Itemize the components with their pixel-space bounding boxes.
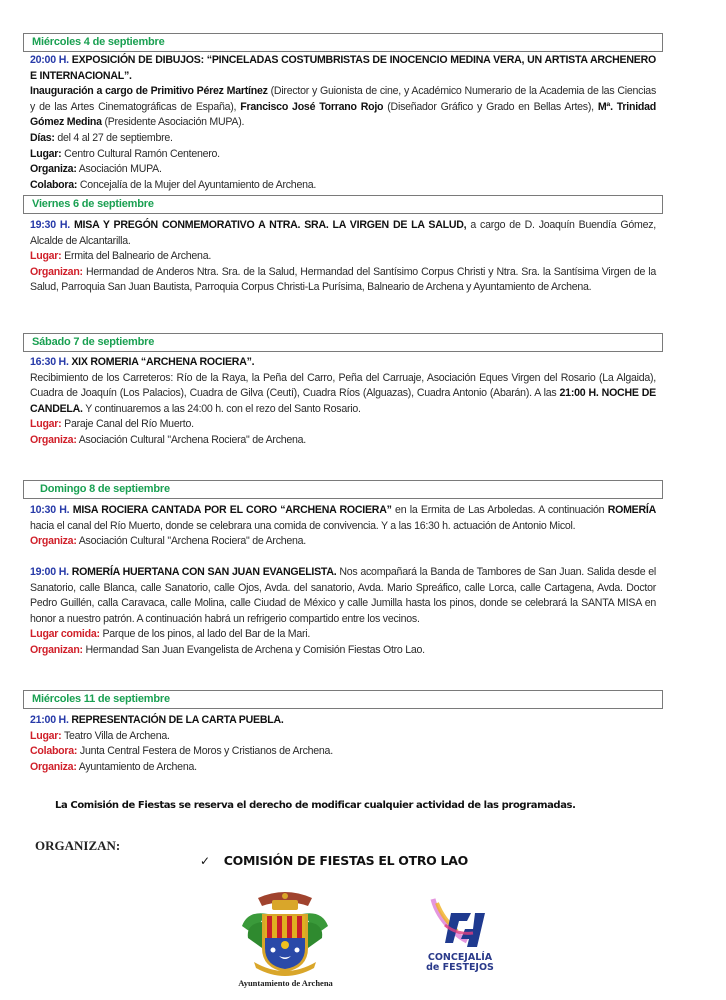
event-title: MISA Y PREGÓN CONMEMORATIVO A NTRA. SRA. LA VIRGEN DE LA SALUD,	[69, 219, 467, 231]
detail-value: Ermita del Balneario de Archena.	[61, 250, 212, 263]
organizers-heading: ORGANIZAN:	[35, 838, 121, 853]
detail-label: Lugar:	[30, 418, 62, 431]
checkmark-icon: ✓	[200, 854, 210, 868]
concejalia-text	[415, 953, 505, 973]
detail-label: Lugar:	[30, 250, 62, 263]
detail-value: del 4 al 27 de septiembre.	[54, 131, 173, 144]
detail-line	[30, 534, 656, 550]
detail-value: Asociación MUPA.	[76, 163, 162, 176]
person-name: Francisco José Torrano Rojo	[240, 100, 384, 113]
inauguration-text: (Presidente Asociación MUPA).	[101, 116, 245, 129]
detail-value: Concejalía de la Mujer del Ayuntamiento de Archena.	[77, 178, 317, 191]
detail-label: Organizan:	[30, 265, 83, 278]
detail-line	[30, 729, 656, 745]
day-header-sat-7: Sábado 7 de septiembre	[23, 333, 663, 352]
disclaimer-note: La Comisión de Fiestas se reserva el derecho de modificar cualquier actividad de las programadas.	[55, 800, 576, 811]
detail-line	[30, 760, 656, 776]
detail-label: Organizan:	[30, 643, 83, 656]
day-header-fri-6: Viernes 6 de septiembre	[23, 195, 663, 214]
event-time: 21:00 H.	[30, 714, 69, 726]
detail-line	[30, 249, 656, 265]
event-highlight: 21:00 H. NOCHE DE CANDELA.	[30, 387, 656, 415]
detail-label: Colabora:	[30, 178, 78, 191]
detail-value: Hermandad de Anderos Ntra. Sra. de la Salud, Hermandad del Santísimo Corpus Christi y Ntra. Sra. la Santísima Virgen de la Salud, Parroquia San Juan Bautista, Parroquia Corpus Christi-La Purísima, Balneario de Archena y Ayuntamiento de Archena.	[30, 265, 656, 294]
detail-line	[30, 627, 656, 643]
ayuntamiento-logo	[228, 888, 343, 993]
event-time: 19:00 H.	[30, 566, 69, 578]
inauguration-text: (Director y Guionista de cine, y Académico Numerario de la Academia de las Ciencias y de las Artes Cinematográficas de España),	[30, 85, 656, 113]
event-romeria-archena-rociera	[30, 355, 656, 449]
event-text: Y continuaremos a las 24:00 h. con el rezo del Santo Rosario.	[82, 402, 361, 415]
event-misa-rociera	[30, 503, 656, 550]
event-time: 20:00 H.	[30, 54, 69, 66]
event-misa-pregon	[30, 218, 656, 296]
concejalia-line2: de FESTEJOS	[426, 962, 494, 973]
organizer-item	[200, 853, 468, 868]
day-header-wed-4: Miércoles 4 de septiembre	[23, 33, 663, 52]
detail-line	[30, 131, 656, 147]
detail-label: Organiza:	[30, 163, 77, 176]
detail-value: Hermandad San Juan Evangelista de Archena y Comisión Fiestas Otro Lao.	[82, 643, 425, 656]
event-carta-puebla	[30, 713, 656, 775]
organizer-name: COMISIÓN DE FIESTAS EL OTRO LAO	[223, 853, 468, 868]
event-time: 19:30 H.	[30, 219, 70, 231]
detail-line	[30, 643, 656, 659]
event-time: 16:30 H.	[30, 356, 69, 368]
detail-line	[30, 162, 656, 178]
detail-label: Días:	[30, 131, 55, 144]
event-text: Nos acompañará la Banda de Tambores de San Juan. Salida desde el Sanatorio, calle Blanca, calle Sanatorio, calle Ojos, Avda. del sanatorio, Avda. Mario Spreáfico, calle Lorca, calle Cartagena, Avda. Doctor Pedro Guillén, calla Caravaca, calle Molina, calle Ciudad de México y calle Jumilla hasta los pinos, donde se celebrará la SANTA MISA en honor a nuestro patrón. A continuación habrá un refrigerio compartido entre los vecinos.	[30, 566, 656, 625]
day-header-sun-8: Domingo 8 de septiembre	[23, 480, 663, 499]
detail-line	[30, 178, 656, 194]
event-exposicion-dibujos	[30, 53, 656, 193]
detail-label: Organiza:	[30, 760, 77, 773]
ayuntamiento-caption: Ayuntamiento de Archena	[238, 978, 333, 988]
detail-line	[30, 744, 656, 760]
event-romeria-huertana	[30, 565, 656, 659]
concejalia-line1: CONCEJALÍA	[427, 952, 493, 963]
day-header-wed-11: Miércoles 11 de septiembre	[23, 690, 663, 709]
detail-label: Organiza:	[30, 433, 77, 446]
event-text: Recibimiento de los Carreteros: Río de la Raya, la Peña del Carro, Peña del Carruaje, Asociación Eques Virgen del Rosario (La Algaida), Cuadra de Joaquín (Los Palacios), Cuadra de Gilva (Ceutí), Cuadra Ríos (Alguazas), Cuadra Antonio (Abarán). A las	[30, 371, 656, 400]
detail-label: Lugar comida:	[30, 628, 100, 641]
detail-label: Colabora:	[30, 745, 78, 758]
detail-value: Junta Central Festera de Moros y Cristianos de Archena.	[77, 745, 333, 758]
festejos-emblem-icon	[415, 895, 505, 953]
event-text: en la Ermita de Las Arboledas. A continuación	[391, 504, 608, 516]
inauguration-text: (Diseñador Gráfico y Grado en Bellas Artes),	[383, 100, 598, 113]
detail-value: Centro Cultural Ramón Centenero.	[61, 147, 220, 160]
event-title: MISA ROCIERA CANTADA POR EL CORO “ARCHENA ROCIERA”	[69, 504, 392, 516]
detail-label: Lugar:	[30, 147, 62, 160]
event-title: XIX ROMERIA “ARCHENA ROCIERA”.	[68, 356, 255, 368]
detail-value: Asociación Cultural "Archena Rociera" de Archena.	[76, 535, 307, 548]
event-text: a cargo de D. Joaquín Buendía Gómez, Alcalde de Alcantarilla.	[30, 219, 657, 247]
detail-value: Asociación Cultural "Archena Rociera" de Archena.	[76, 433, 307, 446]
event-time: 10:30 H.	[30, 504, 70, 516]
event-text: hacia el canal del Río Muerto, donde se celebrara una comida de convivencia. Y a las 16:30 h. actuación de Antonio Micol.	[30, 519, 576, 532]
event-title: REPRESENTACIÓN DE LA CARTA PUEBLA.	[68, 714, 284, 726]
detail-value: Ayuntamiento de Archena.	[76, 760, 197, 773]
event-title: EXPOSICIÓN DE DIBUJOS: “PINCELADAS COSTUMBRISTAS DE INOCENCIO MEDINA VERA, UN ARTISTA ARCHENERO E INTERNACIONAL”.	[30, 54, 656, 82]
detail-line	[30, 147, 656, 163]
detail-line	[30, 417, 656, 433]
detail-label: Lugar:	[30, 729, 62, 742]
concejalia-festejos-logo	[415, 895, 505, 980]
detail-line	[30, 433, 656, 449]
detail-value: Paraje Canal del Río Muerto.	[61, 418, 194, 431]
detail-label: Organiza:	[30, 535, 77, 548]
inauguration-label: Inauguración a cargo de Primitivo Pérez Martínez	[30, 85, 268, 98]
event-title: ROMERÍA HUERTANA CON SAN JUAN EVANGELISTA.	[68, 566, 337, 578]
detail-line	[30, 265, 656, 296]
detail-value: Parque de los pinos, al lado del Bar de la Mari.	[99, 628, 311, 641]
coat-of-arms-icon	[228, 888, 343, 978]
person-name: Mª. Trinidad Gómez Medina	[30, 100, 656, 129]
event-highlight: ROMERÍA	[607, 504, 656, 516]
detail-value: Teatro Villa de Archena.	[61, 729, 170, 742]
